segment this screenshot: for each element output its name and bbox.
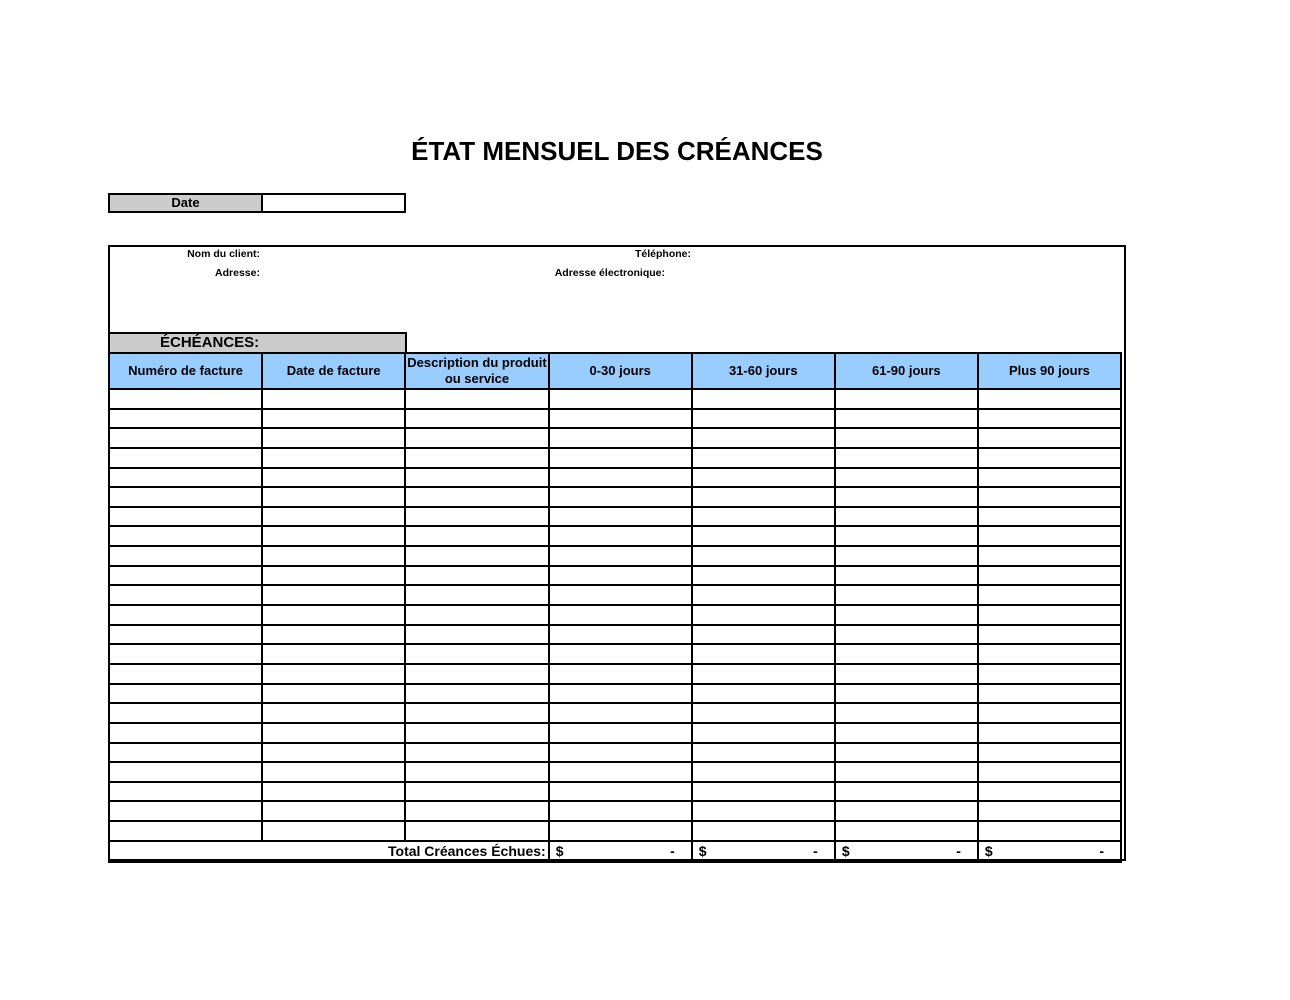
table-cell[interactable] — [262, 762, 405, 782]
table-cell[interactable] — [692, 526, 835, 546]
column-header-invoice-date: Date de facture — [262, 353, 405, 389]
table-cell[interactable] — [549, 585, 692, 605]
table-cell[interactable] — [692, 723, 835, 743]
table-cell[interactable] — [835, 468, 978, 488]
total-31-60-days — [692, 841, 835, 862]
table-cell[interactable] — [692, 605, 835, 625]
total-amount: - — [670, 842, 675, 859]
table-cell[interactable] — [549, 762, 692, 782]
total-0-30-days — [549, 841, 692, 862]
table-cell[interactable] — [835, 743, 978, 763]
currency-symbol: $ — [555, 842, 564, 859]
table-cell[interactable] — [549, 743, 692, 763]
total-over-90-days — [978, 841, 1121, 862]
table-cell[interactable] — [692, 389, 835, 409]
table-cell[interactable] — [692, 821, 835, 841]
table-cell[interactable] — [978, 526, 1121, 546]
table-cell[interactable] — [109, 487, 262, 507]
table-row — [109, 743, 1121, 763]
table-cell[interactable] — [262, 703, 405, 723]
phone-label: Téléphone: — [634, 248, 691, 260]
total-61-90-days — [835, 841, 978, 862]
table-cell[interactable] — [835, 448, 978, 468]
table-cell[interactable] — [549, 782, 692, 802]
table-cell[interactable] — [262, 428, 405, 448]
address-label: Adresse: — [215, 267, 260, 279]
table-cell[interactable] — [405, 723, 548, 743]
table-cell[interactable] — [405, 782, 548, 802]
table-cell[interactable] — [109, 743, 262, 763]
table-row — [109, 762, 1121, 782]
date-input[interactable] — [263, 195, 404, 211]
column-header-61-90-days: 61-90 jours — [835, 353, 978, 389]
table-cell[interactable] — [692, 585, 835, 605]
table-row — [109, 507, 1121, 527]
table-cell[interactable] — [692, 409, 835, 429]
table-cell[interactable] — [262, 782, 405, 802]
client-name-label: Nom du client: — [187, 248, 260, 260]
table-cell[interactable] — [262, 409, 405, 429]
table-cell[interactable] — [692, 487, 835, 507]
table-cell[interactable] — [978, 389, 1121, 409]
table-cell[interactable] — [835, 723, 978, 743]
table-row — [109, 448, 1121, 468]
table-row — [109, 526, 1121, 546]
table-cell[interactable] — [835, 507, 978, 527]
table-cell[interactable] — [109, 605, 262, 625]
table-cell[interactable] — [549, 468, 692, 488]
table-cell[interactable] — [405, 409, 548, 429]
table-cell[interactable] — [262, 448, 405, 468]
table-cell[interactable] — [262, 566, 405, 586]
table-cell[interactable] — [109, 448, 262, 468]
table-cell[interactable] — [109, 507, 262, 527]
table-row — [109, 585, 1121, 605]
table-cell[interactable] — [405, 703, 548, 723]
table-cell[interactable] — [109, 821, 262, 841]
table-cell[interactable] — [692, 644, 835, 664]
table-cell[interactable] — [835, 428, 978, 448]
table-cell[interactable] — [835, 566, 978, 586]
table-cell[interactable] — [405, 664, 548, 684]
table-cell[interactable] — [262, 801, 405, 821]
table-row — [109, 644, 1121, 664]
table-cell[interactable] — [109, 782, 262, 802]
table-cell[interactable] — [109, 625, 262, 645]
table-row — [109, 821, 1121, 841]
column-header-0-30-days: 0-30 jours — [549, 353, 692, 389]
table-cell[interactable] — [978, 644, 1121, 664]
table-cell[interactable] — [692, 428, 835, 448]
table-cell[interactable] — [549, 487, 692, 507]
table-cell[interactable] — [262, 585, 405, 605]
table-cell[interactable] — [262, 723, 405, 743]
table-cell[interactable] — [262, 526, 405, 546]
table-cell[interactable] — [109, 684, 262, 704]
table-cell[interactable] — [978, 428, 1121, 448]
table-cell[interactable] — [835, 644, 978, 664]
table-cell[interactable] — [978, 723, 1121, 743]
table-cell[interactable] — [978, 782, 1121, 802]
table-cell[interactable] — [109, 546, 262, 566]
table-cell[interactable] — [109, 389, 262, 409]
table-cell[interactable] — [835, 605, 978, 625]
table-cell[interactable] — [549, 526, 692, 546]
column-header-over-90-days: Plus 90 jours — [978, 353, 1121, 389]
table-cell[interactable] — [692, 684, 835, 704]
table-cell[interactable] — [549, 821, 692, 841]
table-cell[interactable] — [405, 801, 548, 821]
table-cell[interactable] — [109, 468, 262, 488]
table-cell[interactable] — [978, 448, 1121, 468]
table-cell[interactable] — [692, 546, 835, 566]
table-cell[interactable] — [405, 625, 548, 645]
table-cell[interactable] — [692, 782, 835, 802]
table-row — [109, 664, 1121, 684]
table-cell[interactable] — [978, 585, 1121, 605]
table-cell[interactable] — [692, 703, 835, 723]
total-row — [109, 841, 1121, 862]
table-cell[interactable] — [405, 762, 548, 782]
table-cell[interactable] — [109, 566, 262, 586]
date-field — [108, 193, 406, 213]
table-cell[interactable] — [109, 409, 262, 429]
table-cell[interactable] — [405, 507, 548, 527]
page-title: ÉTAT MENSUEL DES CRÉANCES — [411, 136, 823, 166]
table-cell[interactable] — [978, 801, 1121, 821]
table-cell[interactable] — [549, 507, 692, 527]
table-cell[interactable] — [692, 664, 835, 684]
table-cell[interactable] — [978, 684, 1121, 704]
table-cell[interactable] — [835, 546, 978, 566]
date-label: Date — [110, 195, 263, 211]
table-cell[interactable] — [692, 468, 835, 488]
table-cell[interactable] — [262, 625, 405, 645]
table-cell[interactable] — [692, 625, 835, 645]
table-cell[interactable] — [835, 684, 978, 704]
table-row — [109, 428, 1121, 448]
table-cell[interactable] — [549, 448, 692, 468]
table-row — [109, 566, 1121, 586]
table-row — [109, 546, 1121, 566]
table-cell[interactable] — [109, 723, 262, 743]
total-amount: - — [956, 842, 961, 859]
table-cell[interactable] — [835, 801, 978, 821]
table-cell[interactable] — [835, 389, 978, 409]
table-row — [109, 723, 1121, 743]
table-cell[interactable] — [549, 605, 692, 625]
table-cell[interactable] — [405, 487, 548, 507]
table-cell[interactable] — [978, 703, 1121, 723]
column-header-description: Description du produit ou service — [405, 353, 548, 389]
column-header-invoice-number: Numéro de facture — [109, 353, 262, 389]
table-row — [109, 801, 1121, 821]
table-row — [109, 703, 1121, 723]
table-cell[interactable] — [405, 566, 548, 586]
table-cell[interactable] — [109, 644, 262, 664]
table-cell[interactable] — [405, 684, 548, 704]
table-cell[interactable] — [978, 625, 1121, 645]
table-cell[interactable] — [978, 546, 1121, 566]
table-cell[interactable] — [978, 566, 1121, 586]
table-cell[interactable] — [835, 762, 978, 782]
table-cell[interactable] — [405, 526, 548, 546]
table-cell[interactable] — [405, 428, 548, 448]
table-cell[interactable] — [692, 448, 835, 468]
table-cell[interactable] — [549, 566, 692, 586]
table-cell[interactable] — [405, 468, 548, 488]
table-cell[interactable] — [405, 605, 548, 625]
table-cell[interactable] — [262, 507, 405, 527]
table-cell[interactable] — [692, 566, 835, 586]
table-cell[interactable] — [978, 468, 1121, 488]
table-cell[interactable] — [835, 782, 978, 802]
currency-symbol: $ — [984, 842, 993, 859]
table-cell[interactable] — [549, 644, 692, 664]
table-row — [109, 684, 1121, 704]
statement-box — [108, 245, 1126, 861]
table-cell[interactable] — [835, 487, 978, 507]
table-body — [109, 389, 1121, 841]
table-cell[interactable] — [262, 664, 405, 684]
table-cell[interactable] — [835, 703, 978, 723]
table-cell[interactable] — [262, 546, 405, 566]
total-amount: - — [813, 842, 818, 859]
table-cell[interactable] — [109, 428, 262, 448]
table-cell[interactable] — [262, 389, 405, 409]
table-cell[interactable] — [978, 487, 1121, 507]
total-amount: - — [1099, 842, 1104, 859]
table-cell[interactable] — [549, 801, 692, 821]
table-cell[interactable] — [549, 703, 692, 723]
table-row — [109, 487, 1121, 507]
table-cell[interactable] — [405, 644, 548, 664]
table-cell[interactable] — [978, 762, 1121, 782]
currency-symbol: $ — [698, 842, 707, 859]
table-cell[interactable] — [109, 664, 262, 684]
table-cell[interactable] — [978, 821, 1121, 841]
table-cell[interactable] — [109, 703, 262, 723]
table-cell[interactable] — [262, 487, 405, 507]
table-cell[interactable] — [262, 684, 405, 704]
table-cell[interactable] — [692, 762, 835, 782]
table-cell[interactable] — [109, 801, 262, 821]
table-row — [109, 389, 1121, 409]
table-cell[interactable] — [549, 409, 692, 429]
table-cell[interactable] — [549, 389, 692, 409]
table-cell[interactable] — [835, 821, 978, 841]
table-row — [109, 409, 1121, 429]
echeances-label: ÉCHÉANCES: — [108, 332, 407, 354]
table-cell[interactable] — [835, 664, 978, 684]
table-cell[interactable] — [405, 389, 548, 409]
table-cell[interactable] — [978, 507, 1121, 527]
table-cell[interactable] — [549, 625, 692, 645]
table-cell[interactable] — [109, 526, 262, 546]
table-cell[interactable] — [835, 526, 978, 546]
table-cell[interactable] — [549, 428, 692, 448]
table-cell[interactable] — [262, 743, 405, 763]
table-row — [109, 468, 1121, 488]
table-cell[interactable] — [405, 585, 548, 605]
table-cell[interactable] — [549, 723, 692, 743]
table-cell[interactable] — [405, 546, 548, 566]
table-cell[interactable] — [549, 664, 692, 684]
table-cell[interactable] — [405, 743, 548, 763]
table-cell[interactable] — [549, 684, 692, 704]
table-cell[interactable] — [978, 605, 1121, 625]
total-label: Total Créances Échues: — [109, 841, 549, 862]
table-cell[interactable] — [262, 821, 405, 841]
table-cell[interactable] — [978, 409, 1121, 429]
currency-symbol: $ — [841, 842, 850, 859]
table-cell[interactable] — [835, 585, 978, 605]
column-header-31-60-days: 31-60 jours — [692, 353, 835, 389]
table-row — [109, 782, 1121, 802]
table-cell[interactable] — [549, 546, 692, 566]
email-label: Adresse électronique: — [554, 267, 665, 279]
table-cell[interactable] — [692, 801, 835, 821]
table-cell[interactable] — [835, 625, 978, 645]
table-cell[interactable] — [405, 821, 548, 841]
receivables-table — [108, 352, 1122, 863]
table-row — [109, 625, 1121, 645]
table-cell[interactable] — [835, 409, 978, 429]
table-cell[interactable] — [109, 762, 262, 782]
table-row — [109, 605, 1121, 625]
table-header-row — [109, 353, 1121, 389]
table-cell[interactable] — [262, 468, 405, 488]
table-cell[interactable] — [978, 664, 1121, 684]
table-cell[interactable] — [262, 605, 405, 625]
table-cell[interactable] — [109, 585, 262, 605]
table-cell[interactable] — [978, 743, 1121, 763]
table-cell[interactable] — [692, 743, 835, 763]
table-cell[interactable] — [692, 507, 835, 527]
table-cell[interactable] — [262, 644, 405, 664]
table-cell[interactable] — [405, 448, 548, 468]
